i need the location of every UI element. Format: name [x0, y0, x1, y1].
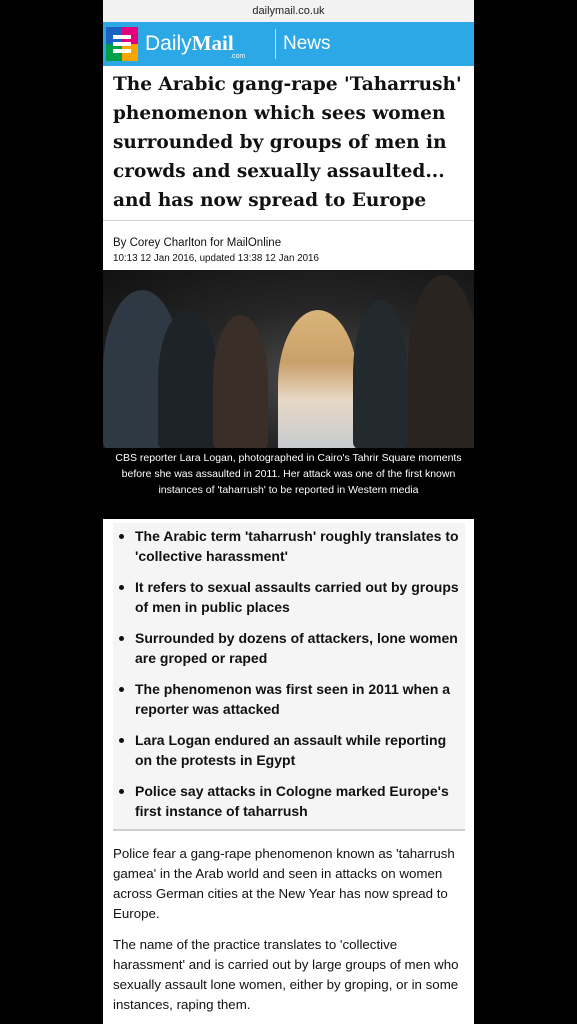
article-dateline: 10:13 12 Jan 2016, updated 13:38 12 Jan 2016 [113, 253, 319, 264]
section-link-news[interactable]: News [283, 33, 331, 54]
phone-screen [103, 0, 474, 1024]
url-bar[interactable] [103, 0, 474, 22]
article-photo[interactable] [103, 270, 474, 448]
url-text: dailymail.co.uk [252, 5, 325, 17]
photo-figure-far-right [408, 275, 474, 448]
photo-figure-left2 [158, 310, 218, 448]
article-body [113, 844, 465, 1024]
photo-figure-right [353, 300, 408, 448]
divider [103, 220, 474, 221]
photo-caption: CBS reporter Lara Logan, photographed in Cairo's Tahrir Square moments before she was assaulted in 2011. Her attack was one of the first known instances of 'taharrush' to be reported in Western media [103, 448, 474, 519]
logo-text-daily: Daily [145, 32, 192, 55]
menu-icon[interactable] [106, 27, 138, 61]
photo-figure-center [213, 315, 268, 448]
summary-bullet: The Arabic term 'taharrush' roughly translates to 'collective harassment' [113, 526, 465, 574]
logo-suffix: .com [230, 53, 246, 60]
summary-bullet: Surrounded by dozens of attackers, lone women are groped or raped [113, 628, 465, 676]
summary-bullets [113, 523, 465, 831]
summary-bullet: It refers to sexual assaults carried out by groups of men in public places [113, 577, 465, 625]
summary-bullet: Police say attacks in Cologne marked Europe's first instance of taharrush [113, 781, 465, 829]
article-byline[interactable]: By Corey Charlton for MailOnline [113, 237, 282, 249]
site-header [103, 22, 474, 66]
article-paragraph: The name of the practice translates to 'collective harassment' and is carried out by large groups of men who sexually assault lone women, either by groping, or in some instances, raping them. [113, 937, 459, 1012]
photo-woman [278, 310, 358, 448]
summary-bullet: Lara Logan endured an assault while reporting on the protests in Egypt [113, 730, 465, 778]
summary-bullet: The phenomenon was first seen in 2011 when a reporter was attacked [113, 679, 465, 727]
article-headline: The Arabic gang-rape 'Taharrush' phenomenon which sees women surrounded by groups of men in crowds and sexually assaulted... and has now spread to Europe [113, 74, 462, 211]
site-logo[interactable] [145, 30, 234, 57]
logo-text-mail: Mail [191, 31, 234, 55]
header-divider [275, 29, 276, 59]
article-paragraph: Police fear a gang-rape phenomenon known as 'taharrush gamea' in the Arab world and seen in attacks on women across German cities at the New Year has now spread to Europe. [113, 846, 455, 921]
